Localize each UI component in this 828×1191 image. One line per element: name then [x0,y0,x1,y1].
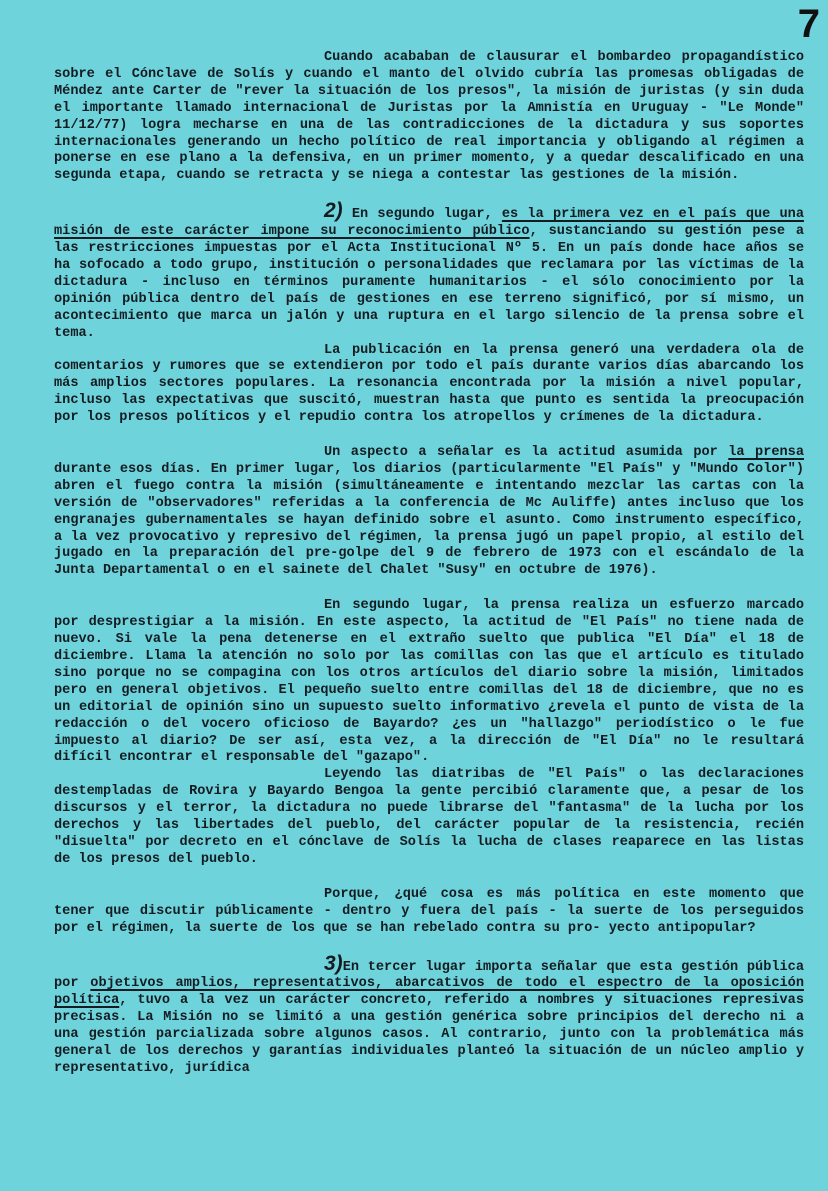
paragraph-6-text: Leyendo las diatribas de "El País" o las declaraciones destempladas de Rovira y Bayardo Bengoa la gente percibió claramente que, a pesar de los discursos y el terror, la dictadura no puede librarse del "fantasma" de la lucha por los derechos y las libertades del pueblo, del carácter popular de la resistencia, recién "disuelta" por decreto en el cónclave de Solís la lucha de clases reaparece en las listas de los presos del pueblo. [54,767,804,867]
paragraph-5 [54,598,804,767]
paragraph-1-text: Cuando acababan de clausurar el bombardeo propagandístico sobre el Cónclave de Solís y cuando el manto del olvido cubría las promesas obligadas de Méndez ante Carter de "rever la situación de los presos", la misión de juristas (y sin duda el importante llamado internacional de Juristas por la Amnistía en Uruguay - "Le Monde" 11/12/77) logra mecharse en una de las contradicciones de la dictadura y sus soportes internacionales generando un hecho político de real importancia y obligando al régimen a ponerse en ese plano a la defensiva, en un primer momento, y a quedar descalificado en una segunda etapa, cuando se retracta y se niega a contestar las gestiones de la misión. [54,50,804,184]
section-marker-2: 2) [324,199,343,223]
paragraph-2-text-b: , sustanciando su gestión pese a las restricciones impuestas por el Acta Institucional Nº 5. En un país donde hace años se ha sofocado a todo grupo, institución o personalidades que reclamara por las víctimas de la dictadura - incluso en términos puramente humanitarios - el sólo conocimiento por la opinión pública dentro del país de gestiones en ese terreno significó, por sí mismo, un acontecimiento que marca un jalón y una ruptura en el largo silencio de la prensa sobre el tema. [54,224,805,341]
paragraph-4-text-b: durante esos días. En primer lugar, los diarios (particularmente "El País" y "Mundo Color") abren el fuego contra la misión (simultáneamente e intentando mezclar las cartas con la versión de "observadores" referidas a la conferencia de Mc Auliffe) antes incluso que los engranajes gubernamentales se hayan definido sobre el asunto. Como instrumento específico, a la vez provocativo y represivo del régimen, la prensa jugó un papel propio, al estilo del jugado en la preparación del pre-golpe del 9 de febrero de 1973 con el escándalo de la Junta Departamental o en el sainete del Chalet "Susy" en octubre de 1976). [54,461,804,579]
paragraph-2 [54,199,805,342]
paragraph-2-text-a: En segundo lugar, [342,207,502,223]
page-number: 7 [797,2,820,46]
paragraph-8-underlined: objetivos amplios, representativos, abarcativos de todo el espectro de la oposición política [54,976,804,1009]
paragraph-6 [54,767,804,868]
paragraph-2-underlined: es la primera vez en el país que una misión de este carácter impone su reconocimiento público [54,207,804,240]
paragraph-8 [54,951,804,1078]
paragraph-1 [54,50,804,185]
document-body [54,50,804,1078]
paragraph-3-text: La publicación en la prensa generó una verdadera ola de comentarios y rumores que se extendieron por todo el país durante varios días abarcando los más amplios sectores populares. La resonancia encontrada por la misión a nivel popular, incluso las expectativas que suscitó, muestran hasta que punto es sentida la preocupación por los presos políticos y el repudio contra los atropellos y crímenes de la dictadura. [54,342,804,426]
paragraph-7-text: Porque, ¿qué cosa es más política en este momento que tener que discutir públicamente - dentro y fuera del país - la suerte de los perseguidos por el régimen, la suerte de los que se han rebelado contra su pro- yecto antipopular? [54,886,804,936]
paragraph-8-text-b: , tuvo a la vez un carácter concreto, referido a nombres y situaciones represivas precisas. La Misión no se limitó a una gestión genérica sobre principios del derecho ni a una gestión parcializada sobre algunos casos. Al contrario, junto con la problemática más general de los derechos y garantías individuales planteó la situación de un núcleo amplio y representativo, jurídica [54,993,804,1076]
paragraph-4-text-a: Un aspecto a señalar es la actitud asumida por [324,445,729,461]
paragraph-4-underlined: la prensa [728,445,805,461]
paragraph-3 [54,343,804,428]
paragraph-5-text: En segundo lugar, la prensa realiza un esfuerzo marcado por desprestigiar a la misión. En este aspecto, la actitud de "El País" no tiene nada de nuevo. Si vale la pena detenerse en el extraño suelto que publica "El Día" el 18 de diciembre. Llama la atención no solo por las comillas con las que el artículo es titulado sino porque no se compagina con los otros artículos del diario sobre la misión, limitados pero en general objetivos. El pequeño suelto entre comillas del 18 de diciembre, que no es un editorial de opinión sino un supuesto suelto informativo ¿revela el punto de vista de la redacción o del vocero oficioso de Bayardo? ¿es un "hallazgo" periodístico o le fue impuesto al diario? De ser así, esta vez, a la dirección de "El Día" no le resultará difícil encontrar el responsable del "gazapo". [54,598,804,766]
section-marker-3: 3) [324,951,343,975]
paragraph-7 [54,887,804,938]
paragraph-4 [54,445,804,580]
paragraph-8-text-a: En tercer lugar importa señalar que esta gestión pública por [54,959,804,992]
